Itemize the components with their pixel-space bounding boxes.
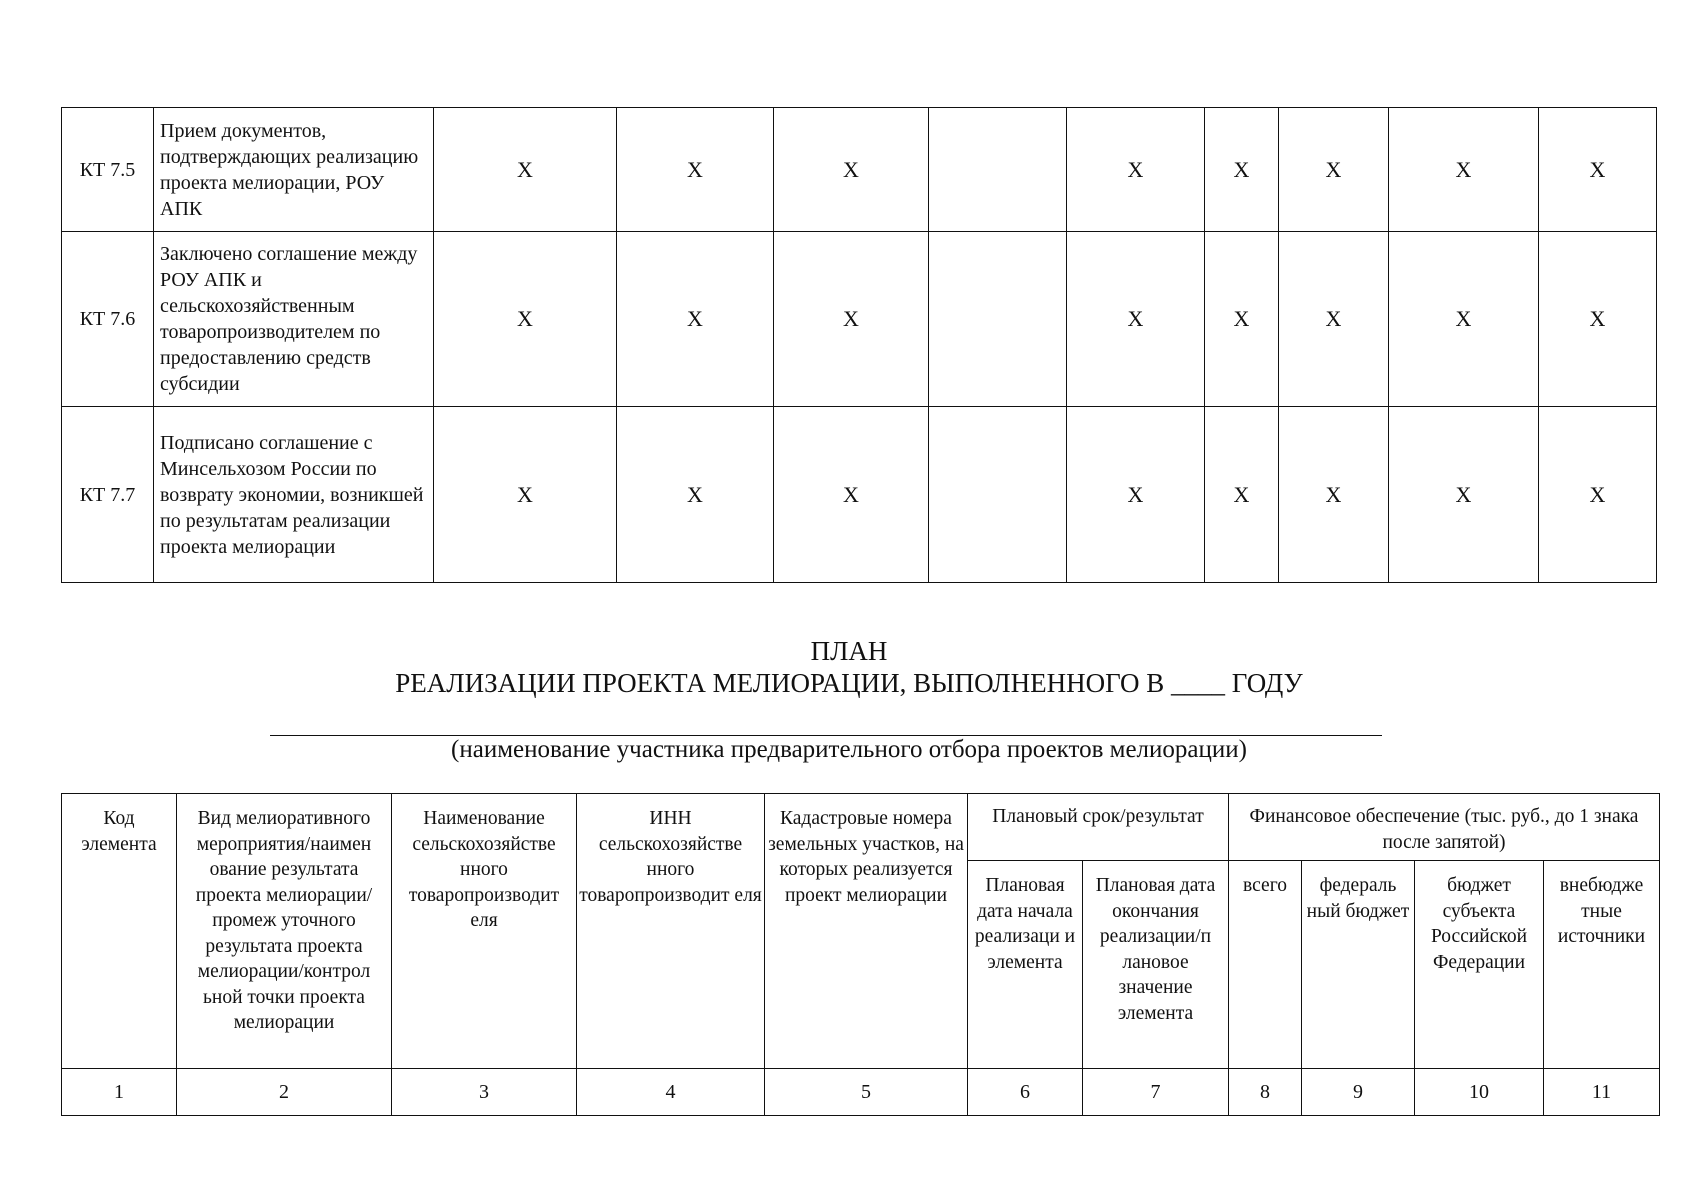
cell-mark (929, 407, 1067, 583)
cell-mark: X (1205, 407, 1279, 583)
header-type: Вид мелиоративного мероприятия/наимен ование результата проекта мелиорации/промеж уточного результата проекта мелиорации/контрол ьной точки проекта мелиорации (177, 794, 392, 1069)
plan-title: ПЛАН (810, 636, 888, 666)
header-code: Код элемента (62, 794, 177, 1069)
header-total: всего (1229, 861, 1302, 1069)
cell-mark: X (1279, 108, 1389, 232)
column-number: 3 (392, 1069, 577, 1116)
cell-mark: X (617, 232, 774, 407)
header-extra: внебюдже тные источники (1544, 861, 1660, 1069)
header-regional: бюджет субъекта Российской Федерации (1415, 861, 1544, 1069)
cell-mark (929, 108, 1067, 232)
cell-mark (929, 232, 1067, 407)
cell-mark: X (617, 108, 774, 232)
table-row (62, 108, 1657, 232)
header-inn: ИНН сельскохозяйстве нного товаропроизводит еля (577, 794, 765, 1069)
cell-mark: X (1067, 407, 1205, 583)
cell-mark: X (434, 108, 617, 232)
column-number: 1 (62, 1069, 177, 1116)
cell-mark: X (1067, 108, 1205, 232)
column-number: 4 (577, 1069, 765, 1116)
header-row (62, 794, 1660, 861)
cell-mark: X (1205, 232, 1279, 407)
cell-mark: X (1539, 407, 1657, 583)
row-description: Подписано соглашение с Минсельхозом России по возврату экономии, возникшей по результатам реализации проекта мелиорации (154, 407, 434, 583)
table-row (62, 407, 1657, 583)
column-number: 6 (968, 1069, 1083, 1116)
row-code: КТ 7.7 (62, 407, 154, 583)
cell-mark: X (1067, 232, 1205, 407)
column-number: 5 (765, 1069, 968, 1116)
plan-subtitle: РЕАЛИЗАЦИИ ПРОЕКТА МЕЛИОРАЦИИ, ВЫПОЛНЕННОГО В ____ ГОДУ (395, 668, 1303, 698)
cell-mark: X (434, 232, 617, 407)
participant-name-caption: (наименование участника предварительного отбора проектов мелиорации) (451, 736, 1247, 763)
cell-mark: X (1539, 232, 1657, 407)
header-start-date: Плановая дата начала реализаци и элемента (968, 861, 1083, 1069)
cell-mark: X (1389, 232, 1539, 407)
cell-mark: X (617, 407, 774, 583)
header-end-date: Плановая дата окончания реализации/п лановое значение элемента (1083, 861, 1229, 1069)
cell-mark: X (1205, 108, 1279, 232)
row-code: КТ 7.6 (62, 232, 154, 407)
column-number: 10 (1415, 1069, 1544, 1116)
cell-mark: X (1279, 407, 1389, 583)
cell-mark: X (774, 108, 929, 232)
header-federal: федераль ный бюджет (1302, 861, 1415, 1069)
cell-mark: X (1389, 108, 1539, 232)
cell-mark: X (1389, 407, 1539, 583)
column-number: 8 (1229, 1069, 1302, 1116)
row-description: Заключено соглашение между РОУ АПК и сельскохозяйственным товаропроизводителем по предоставлению средств субсидии (154, 232, 434, 407)
cell-mark: X (774, 232, 929, 407)
control-points-table (61, 107, 1657, 583)
row-code: КТ 7.5 (62, 108, 154, 232)
column-number: 7 (1083, 1069, 1229, 1116)
cell-mark: X (434, 407, 617, 583)
row-description: Прием документов, подтверждающих реализацию проекта мелиорации, РОУ АПК (154, 108, 434, 232)
column-number: 11 (1544, 1069, 1660, 1116)
cell-mark: X (774, 407, 929, 583)
cell-mark: X (1539, 108, 1657, 232)
header-finance-group: Финансовое обеспечение (тыс. руб., до 1 знака после запятой) (1229, 794, 1660, 861)
header-term-group: Плановый срок/результат (968, 794, 1229, 861)
cell-mark: X (1279, 232, 1389, 407)
column-numbers-row (62, 1069, 1660, 1116)
table-row (62, 232, 1657, 407)
column-number: 2 (177, 1069, 392, 1116)
header-producer-name: Наименование сельскохозяйстве нного товаропроизводит еля (392, 794, 577, 1069)
column-number: 9 (1302, 1069, 1415, 1116)
plan-table (61, 793, 1660, 1116)
header-cadastral: Кадастровые номера земельных участков, на которых реализуется проект мелиорации (765, 794, 968, 1069)
